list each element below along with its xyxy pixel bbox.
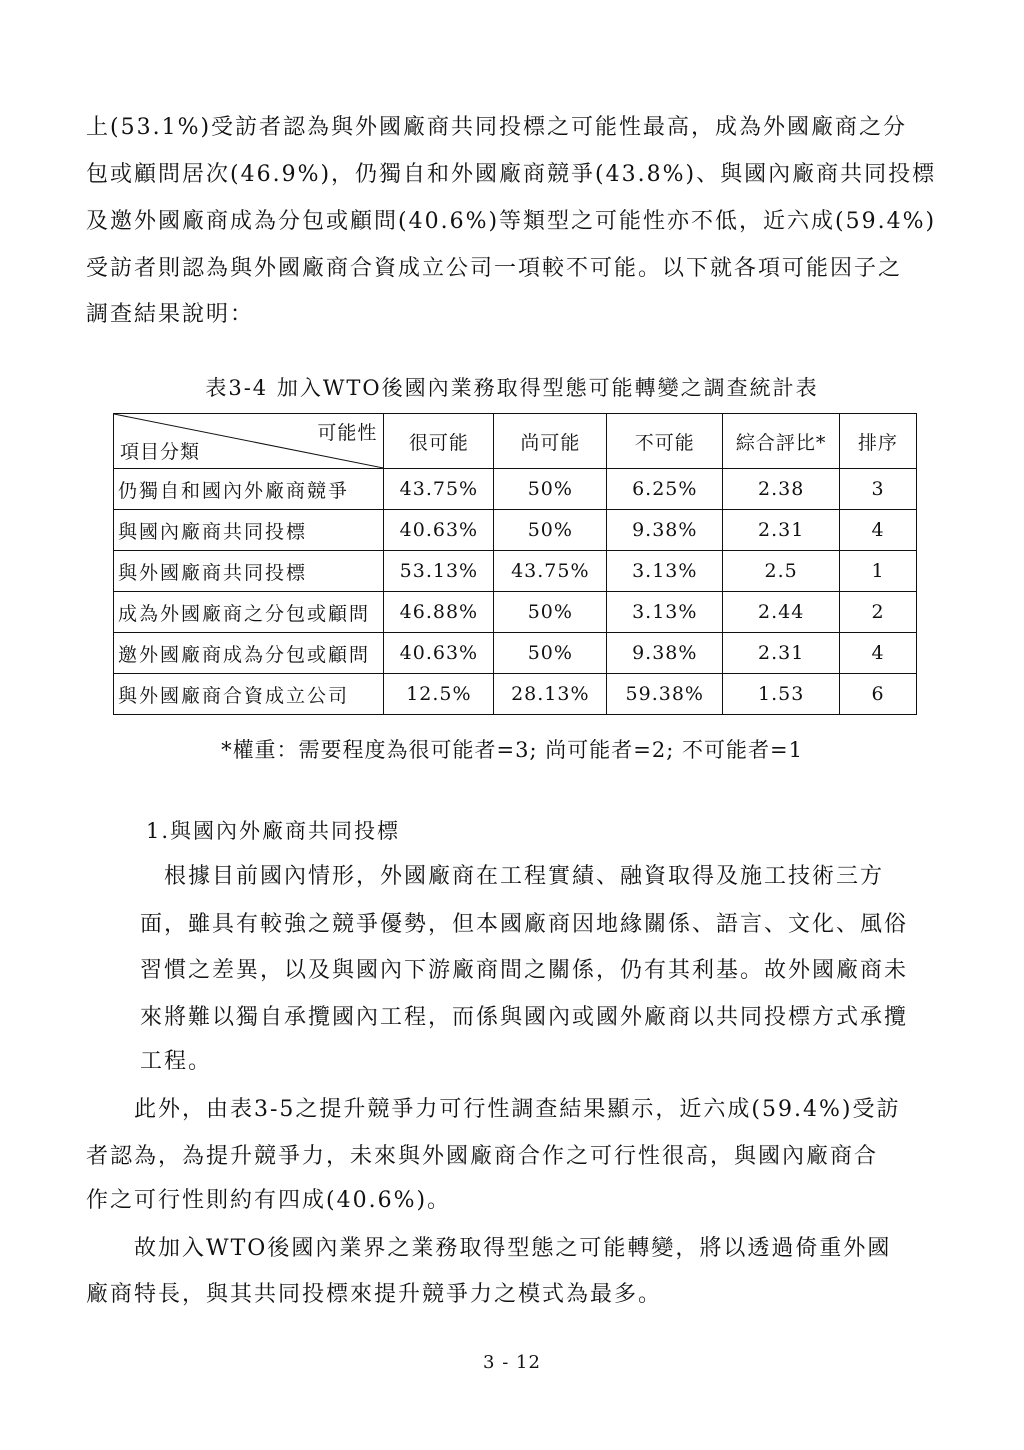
text-line: 受訪者則認為與外國廠商合資成立公司一項較不可能。以下就各項可能因子之 bbox=[86, 256, 903, 281]
cell-score: 2.5 bbox=[723, 551, 840, 592]
corner-top-label: 可能性 bbox=[317, 422, 378, 444]
text-line: 上(53.1%)受訪者認為與外國廠商共同投標之可能性最高，成為外國廠商之分 bbox=[86, 115, 908, 140]
cell-unlikely: 59.38% bbox=[607, 674, 723, 715]
text-line: 此外，由表3-5之提升競爭力可行性調查結果顯示，近六成(59.4%)受訪 bbox=[86, 1097, 901, 1122]
page-number: 3 - 12 bbox=[483, 1352, 541, 1373]
header-very-likely: 很可能 bbox=[384, 414, 494, 469]
cell-very-likely: 53.13% bbox=[384, 551, 494, 592]
cell-very-likely: 40.63% bbox=[384, 633, 494, 674]
cell-somewhat-likely: 28.13% bbox=[494, 674, 607, 715]
row-label: 與國內廠商共同投標 bbox=[114, 510, 384, 551]
text-line: 者認為，為提升競爭力，未來與外國廠商合作之可行性很高，與國內廠商合 bbox=[86, 1144, 879, 1169]
cell-score: 1.53 bbox=[723, 674, 840, 715]
survey-table bbox=[113, 413, 917, 715]
cell-somewhat-likely: 50% bbox=[494, 592, 607, 633]
cell-very-likely: 12.5% bbox=[384, 674, 494, 715]
text-line: 習慣之差異，以及與國內下游廠商間之關係，仍有其利基。故外國廠商未 bbox=[140, 958, 909, 983]
table-row bbox=[114, 633, 917, 674]
text-line: 工程。 bbox=[140, 1049, 213, 1074]
cell-unlikely: 9.38% bbox=[607, 633, 723, 674]
cell-rank: 3 bbox=[840, 469, 917, 510]
corner-header-cell bbox=[114, 414, 384, 469]
text-line: 故加入WTO後國內業界之業務取得型態之可能轉變，將以透過倚重外國 bbox=[86, 1236, 892, 1261]
cell-somewhat-likely: 50% bbox=[494, 510, 607, 551]
text-line: 包或顧問居次(46.9%)，仍獨自和外國廠商競爭(43.8%)、與國內廠商共同投標 bbox=[86, 162, 937, 187]
table-row bbox=[114, 510, 917, 551]
cell-unlikely: 6.25% bbox=[607, 469, 723, 510]
table-caption: 表3-4 加入WTO後國內業務取得型態可能轉變之調查統計表 bbox=[205, 376, 819, 400]
header-score: 綜合評比* bbox=[723, 414, 840, 469]
table-footnote: *權重：需要程度為很可能者=3; 尚可能者=2; 不可能者=1 bbox=[221, 738, 803, 762]
cell-unlikely: 3.13% bbox=[607, 551, 723, 592]
row-label: 成為外國廠商之分包或顧問 bbox=[114, 592, 384, 633]
cell-rank: 6 bbox=[840, 674, 917, 715]
cell-rank: 1 bbox=[840, 551, 917, 592]
cell-unlikely: 3.13% bbox=[607, 592, 723, 633]
text-line: 及邀外國廠商成為分包或顧問(40.6%)等類型之可能性亦不低，近六成(59.4%) bbox=[86, 209, 937, 234]
cell-very-likely: 40.63% bbox=[384, 510, 494, 551]
table-header-row bbox=[114, 414, 917, 469]
text-line: 根據目前國內情形，外國廠商在工程實績、融資取得及施工技術三方 bbox=[140, 864, 885, 889]
row-label: 仍獨自和國內外廠商競爭 bbox=[114, 469, 384, 510]
cell-rank: 2 bbox=[840, 592, 917, 633]
table-row bbox=[114, 551, 917, 592]
cell-very-likely: 46.88% bbox=[384, 592, 494, 633]
text-line: 作之可行性則約有四成(40.6%)。 bbox=[86, 1188, 452, 1213]
table-row bbox=[114, 674, 917, 715]
corner-bottom-label: 項目分類 bbox=[120, 441, 201, 463]
row-label: 與外國廠商合資成立公司 bbox=[114, 674, 384, 715]
cell-score: 2.38 bbox=[723, 469, 840, 510]
header-somewhat-likely: 尚可能 bbox=[494, 414, 607, 469]
text-line: 面，雖具有較強之競爭優勢，但本國廠商因地緣關係、語言、文化、風俗 bbox=[140, 912, 909, 937]
header-unlikely: 不可能 bbox=[607, 414, 723, 469]
cell-score: 2.31 bbox=[723, 633, 840, 674]
cell-very-likely: 43.75% bbox=[384, 469, 494, 510]
table-row bbox=[114, 592, 917, 633]
text-line: 調查結果說明： bbox=[86, 302, 255, 327]
cell-somewhat-likely: 50% bbox=[494, 469, 607, 510]
section-heading: 1.與國內外廠商共同投標 bbox=[146, 819, 401, 843]
text-line: 來將難以獨自承攬國內工程，而係與國內或國外廠商以共同投標方式承攬 bbox=[140, 1005, 909, 1030]
cell-rank: 4 bbox=[840, 633, 917, 674]
cell-unlikely: 9.38% bbox=[607, 510, 723, 551]
cell-rank: 4 bbox=[840, 510, 917, 551]
cell-somewhat-likely: 50% bbox=[494, 633, 607, 674]
text-line: 廠商特長，與其共同投標來提升競爭力之模式為最多。 bbox=[86, 1282, 663, 1307]
row-label: 與外國廠商共同投標 bbox=[114, 551, 384, 592]
cell-score: 2.44 bbox=[723, 592, 840, 633]
row-label: 邀外國廠商成為分包或顧問 bbox=[114, 633, 384, 674]
header-rank: 排序 bbox=[840, 414, 917, 469]
table-row bbox=[114, 469, 917, 510]
cell-score: 2.31 bbox=[723, 510, 840, 551]
cell-somewhat-likely: 43.75% bbox=[494, 551, 607, 592]
